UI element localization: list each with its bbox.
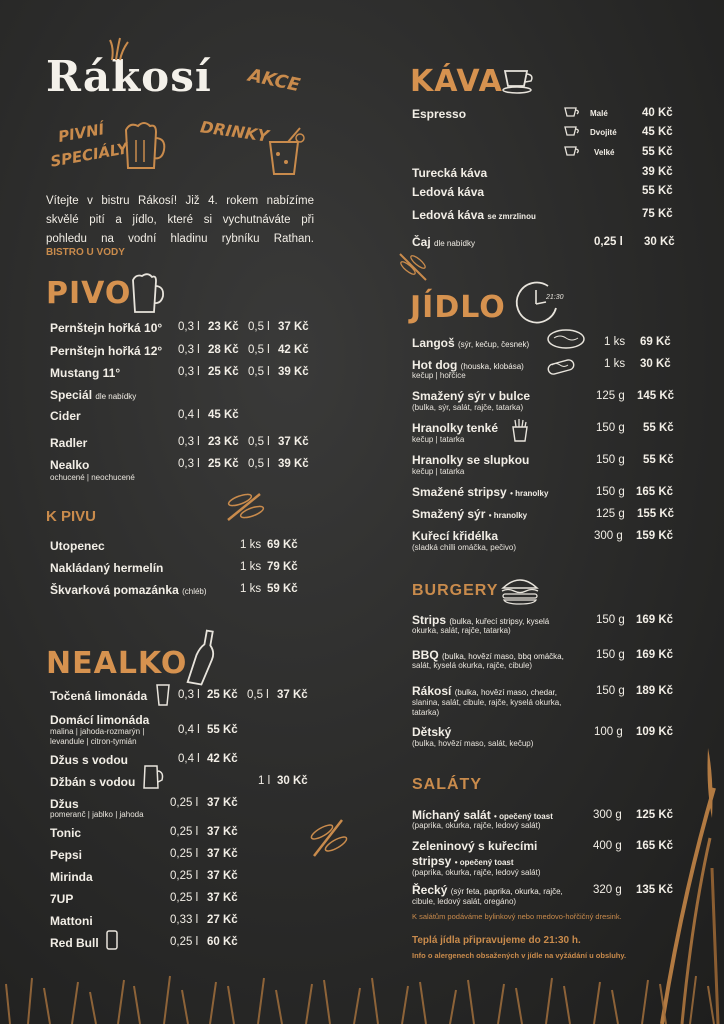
item-price: 39 Kč [278,458,309,470]
item-name: BBQ [412,648,439,662]
list-item [50,321,162,335]
item-price: 28 Kč [208,344,239,356]
item-name: Pernštejn hořká 12° [50,344,163,358]
glass-icon [156,684,170,711]
item-sub: okurka, salát, rajče, tatarka) [412,626,511,635]
item-size: 0,3 l [178,321,200,333]
item-name: Pernštejn hořká 10° [50,321,163,335]
item-price: 165 Kč [636,486,674,498]
item-sub: pomeranč | jablko | jahoda [50,810,144,819]
item-price: 37 Kč [277,689,308,701]
list-item [50,561,163,575]
list-item [50,366,120,380]
item-size: 0,25 l [170,936,199,948]
item-qty: 150 g [596,454,625,466]
item-name: Strips [412,613,447,627]
item-price: 55 Kč [642,185,673,197]
pivni-label: PIVNÍ [56,120,106,146]
item-sub: kečup | tatarka [412,467,465,476]
list-item [412,883,563,897]
item-sub: ochucené | neochucené [50,473,135,482]
logo-text: Rákosí [46,52,212,101]
item-qty: 1 ks [604,336,626,348]
item-sub: (paprika, okurka, rajče, ledový salát) [412,821,541,830]
item-size: 0,25 l [170,848,199,860]
item-price: 23 Kč [208,321,239,333]
list-item [50,409,81,423]
item-qty: 1 ks [240,539,262,551]
list-item [412,336,529,350]
item-name: 7UP [50,892,74,906]
item-note: (chléb) [182,587,207,596]
item-name: Espresso [412,107,467,121]
item-price: 30 Kč [277,775,308,787]
jidlo-title: JÍDLO [410,290,506,325]
item-qty: 100 g [594,726,623,738]
item-price: 42 Kč [207,753,238,765]
item-price: 55 Kč [643,454,674,466]
item-size: 0,5 l [248,321,270,333]
item-price: 59 Kč [267,583,298,595]
item-size: 0,5 l [247,689,269,701]
item-name: Tonic [50,826,82,840]
item-size: 0,3 l [178,689,200,701]
item-name: stripsy [412,854,452,868]
item-price: 189 Kč [636,685,674,697]
pivo-title: PIVO [46,276,132,311]
intro-text [46,192,314,249]
item-name: Turecká káva [412,166,488,180]
intro-line-1: Vítejte v bistru Rákosí! Již 4. rokem nabízíme [46,195,314,207]
item-price: 37 Kč [207,797,238,809]
item-name: Smažený sýr v bulce [412,389,531,403]
item-price: 25 Kč [207,689,238,701]
item-price: 42 Kč [278,344,309,356]
item-name: Red Bull [50,936,99,950]
list-item [412,453,529,467]
k-pivu-title: K PIVU [46,508,97,525]
salad-note: K salátům podáváme bylinkový nebo medovo-hořčičný dresink. [412,912,622,921]
dragonfly-icon [222,490,268,529]
item-price: 30 Kč [640,358,671,370]
item-size: 0,4 l [178,724,200,736]
list-item [412,166,487,180]
item-note: dle nabídky [95,392,137,401]
size-label: Malé [590,109,608,118]
item-name: Langoš [412,336,455,350]
list-item [50,892,73,906]
item-name: Mirinda [50,870,93,884]
item-name: Škvarková pomazánka [50,583,179,597]
list-item [50,775,135,789]
clock-time: 21:30 [546,294,564,301]
intro-line-3: pohledu na vodní hladinu rybníku Rathan. [46,233,314,245]
item-size: 0,4 l [178,753,200,765]
footer-line-2: Info o alergenech obsažených v jídle na vyžádání u obsluhy. [412,951,627,960]
item-name: Džus s vodou [50,753,129,767]
list-item [412,485,548,499]
list-item [412,185,484,199]
list-item [412,839,537,853]
item-price: 169 Kč [636,649,674,661]
item-name: Točená limonáda [50,689,148,703]
item-price: 39 Kč [642,166,673,178]
item-desc: • hranolky [488,511,528,520]
item-desc: (bulka, hovězí maso, chedar, [454,688,557,697]
item-name: Utopenec [50,539,105,553]
item-name: Cider [50,409,81,423]
item-qty: 150 g [596,649,625,661]
salaty-title: SALÁTY [412,776,482,793]
item-qty: 1 ks [240,561,262,573]
item-qty: 320 g [593,884,622,896]
item-price: 60 Kč [207,936,238,948]
list-item [50,689,147,703]
coffee-cup-icon [502,68,536,99]
item-desc: (houska, klobása) [460,362,524,371]
item-name: Řecký [412,883,448,897]
item-price: 37 Kč [207,870,238,882]
list-item [50,753,128,767]
list-item [412,507,527,521]
item-name: Rákosí [412,684,452,698]
list-item [50,388,136,402]
item-sub: (bulka, hovězí maso, salát, kečup) [412,739,534,748]
list-item [50,848,82,862]
item-sub: (paprika, okurka, rajče, ledový salát) [412,868,541,877]
espresso-cup-icon [564,125,580,143]
item-name: Kuřecí křidélka [412,529,499,543]
list-item [412,854,514,868]
item-name: Smažené stripsy [412,485,507,499]
item-name: Nealko [50,458,90,472]
item-price: 37 Kč [207,892,238,904]
item-price: 109 Kč [636,726,674,738]
item-qty: 0,25 l [594,236,623,248]
item-name: Hranolky tenké [412,421,499,435]
item-size: 0,5 l [248,436,270,448]
item-sub: kečup | hořčice [412,371,466,380]
item-size: 0,3 l [178,366,200,378]
list-item [412,684,557,698]
langos-icon [546,328,586,355]
espresso-cup-icon [564,106,580,124]
item-name: Zeleninový s kuřecími [412,839,538,853]
item-name: Čaj [412,235,431,249]
beer-icon [130,272,164,319]
item-qty: 300 g [593,809,622,821]
item-sub: slanina, salát, cibule, rajče, kyselá okurka, [412,698,562,707]
list-item [50,914,93,928]
item-price: 37 Kč [207,848,238,860]
item-name: Smažený sýr [412,507,486,521]
item-price: 125 Kč [636,809,674,821]
list-item [412,529,498,543]
list-item [412,613,549,627]
item-size: 0,3 l [178,436,200,448]
grass-decoration [0,964,724,1024]
item-name: Hot dog [412,358,458,372]
list-item [50,797,79,811]
item-name: Míchaný salát [412,808,491,822]
item-qty: 300 g [594,530,623,542]
item-size: 0,3 l [178,344,200,356]
burger-icon [500,576,540,609]
item-price: 79 Kč [267,561,298,573]
item-desc: • opečený toast [494,812,553,821]
burgery-title: BURGERY [412,582,499,599]
item-desc: (sýr feta, paprika, okurka, rajče, [450,887,563,896]
item-price: 25 Kč [208,458,239,470]
item-price: 69 Kč [267,539,298,551]
item-price: 45 Kč [208,409,239,421]
item-price: 30 Kč [644,236,675,248]
item-desc: • opečený toast [454,858,514,867]
item-qty: 1 ks [240,583,262,595]
size-label: Velké [594,148,615,157]
list-item [50,458,89,472]
item-name: Ledová káva [412,185,485,199]
item-size: 0,5 l [248,366,270,378]
footer-line-1: Teplá jídla připravujeme do 21:30 h. [412,935,581,946]
item-note: se zmrzlinou [487,212,536,221]
list-item [50,870,93,884]
item-price: 27 Kč [207,914,238,926]
item-qty: 1 ks [604,358,626,370]
item-size: 0,4 l [178,409,200,421]
item-sub: cibule, ledový salát, oregáno) [412,897,517,906]
espresso-cup-icon [564,145,580,163]
item-price: 169 Kč [636,614,674,626]
list-item [412,107,466,121]
item-price: 135 Kč [636,884,674,896]
item-desc: (bulka, hovězí maso, bbq omáčka, [442,652,564,661]
item-price: 39 Kč [278,366,309,378]
nealko-title: NEALKO [46,646,188,681]
item-price: 75 Kč [642,208,673,220]
list-item [50,826,81,840]
item-price: 55 Kč [642,146,673,158]
item-qty: 150 g [596,614,625,626]
item-size: 0,3 l [178,458,200,470]
intro-line-2: skvělé pití a jídlo, které si vychutnáváte při [46,214,314,226]
item-name: Speciál [50,388,93,402]
list-item [412,725,451,739]
item-price: 159 Kč [636,530,674,542]
list-item [50,713,149,727]
item-desc: (sýr, kečup, česnek) [458,340,530,349]
item-name: Ledová káva [412,208,485,222]
list-item [50,344,162,358]
item-price: 37 Kč [207,826,238,838]
item-size: 0,25 l [170,892,199,904]
size-label: Dvojité [590,128,617,137]
specialy-label: SPECIÁLY [49,139,130,171]
list-item [50,936,99,950]
drinky-label: DRINKY [199,117,270,146]
item-desc: (bulka, kuřecí stripsy, kyselá [449,617,550,626]
hot-dog-icon [546,356,576,381]
fries-icon [510,418,530,447]
list-item [412,808,553,822]
item-name: Radler [50,436,88,450]
item-price: 25 Kč [208,366,239,378]
item-price: 55 Kč [643,422,674,434]
item-note: dle nabídky [434,239,475,248]
item-price: 37 Kč [278,321,309,333]
reed-logo-icon [104,38,134,65]
list-item [412,235,475,249]
item-price: 69 Kč [640,336,671,348]
list-item [412,421,498,435]
list-item [50,583,207,597]
list-item [412,358,524,372]
dragonfly-icon [396,250,432,289]
jug-icon [142,764,164,795]
item-name: Pepsi [50,848,83,862]
beer-mug-icon [122,120,166,177]
item-sub: malina | jahoda-rozmarýn | [50,727,145,736]
item-size: 0,25 l [170,797,199,809]
item-qty: 125 g [596,508,625,520]
item-name: Mattoni [50,914,93,928]
list-item [412,389,530,403]
list-item [412,208,536,222]
item-price: 40 Kč [642,107,673,119]
item-name: Mustang 11° [50,366,121,380]
item-price: 23 Kč [208,436,239,448]
item-name: Hranolky se slupkou [412,453,530,467]
kava-title: KÁVA [410,64,503,99]
dragonfly-icon [306,818,352,863]
item-price: 145 Kč [637,390,675,402]
item-desc: • hranolky [510,489,549,498]
clock-icon [514,278,570,333]
item-sub: (sladká chilli omáčka, pečivo) [412,543,517,552]
bottle-icon [188,630,214,691]
item-size: 0,33 l [170,914,199,926]
list-item [50,436,87,450]
item-size: 0,5 l [248,344,270,356]
list-item [412,648,564,662]
item-qty: 150 g [596,685,625,697]
item-size: 0,25 l [170,826,199,838]
item-qty: 125 g [596,390,625,402]
item-name: Džbán s vodou [50,775,136,789]
akce-label: AKCE [246,64,302,97]
item-sub: levandule | citron-tymián [50,737,137,746]
item-price: 165 Kč [636,840,674,852]
item-sub: tatarka) [412,708,440,717]
intro-tag: BISTRO U VODY [46,247,125,258]
item-sub: (bulka, sýr, salát, rajče, tatarka) [412,403,524,412]
item-name: Nakládaný hermelín [50,561,164,575]
item-name: Domácí limonáda [50,713,150,727]
item-price: 45 Kč [642,126,673,138]
item-qty: 400 g [593,840,622,852]
can-icon [106,928,118,955]
item-name: Džus [50,797,79,811]
item-size: 0,25 l [170,870,199,882]
item-sub: kečup | tatarka [412,435,465,444]
item-size: 1 l [258,775,271,787]
item-price: 155 Kč [637,508,675,520]
item-size: 0,5 l [248,458,270,470]
item-qty: 150 g [596,486,625,498]
list-item [50,539,105,553]
item-qty: 150 g [596,422,625,434]
item-name: Dětský [412,725,452,739]
item-sub: salát, kyselá okurka, rajče, cibule) [412,661,533,670]
cocktail-glass-icon [264,128,308,183]
item-price: 55 Kč [207,724,238,736]
item-price: 37 Kč [278,436,309,448]
